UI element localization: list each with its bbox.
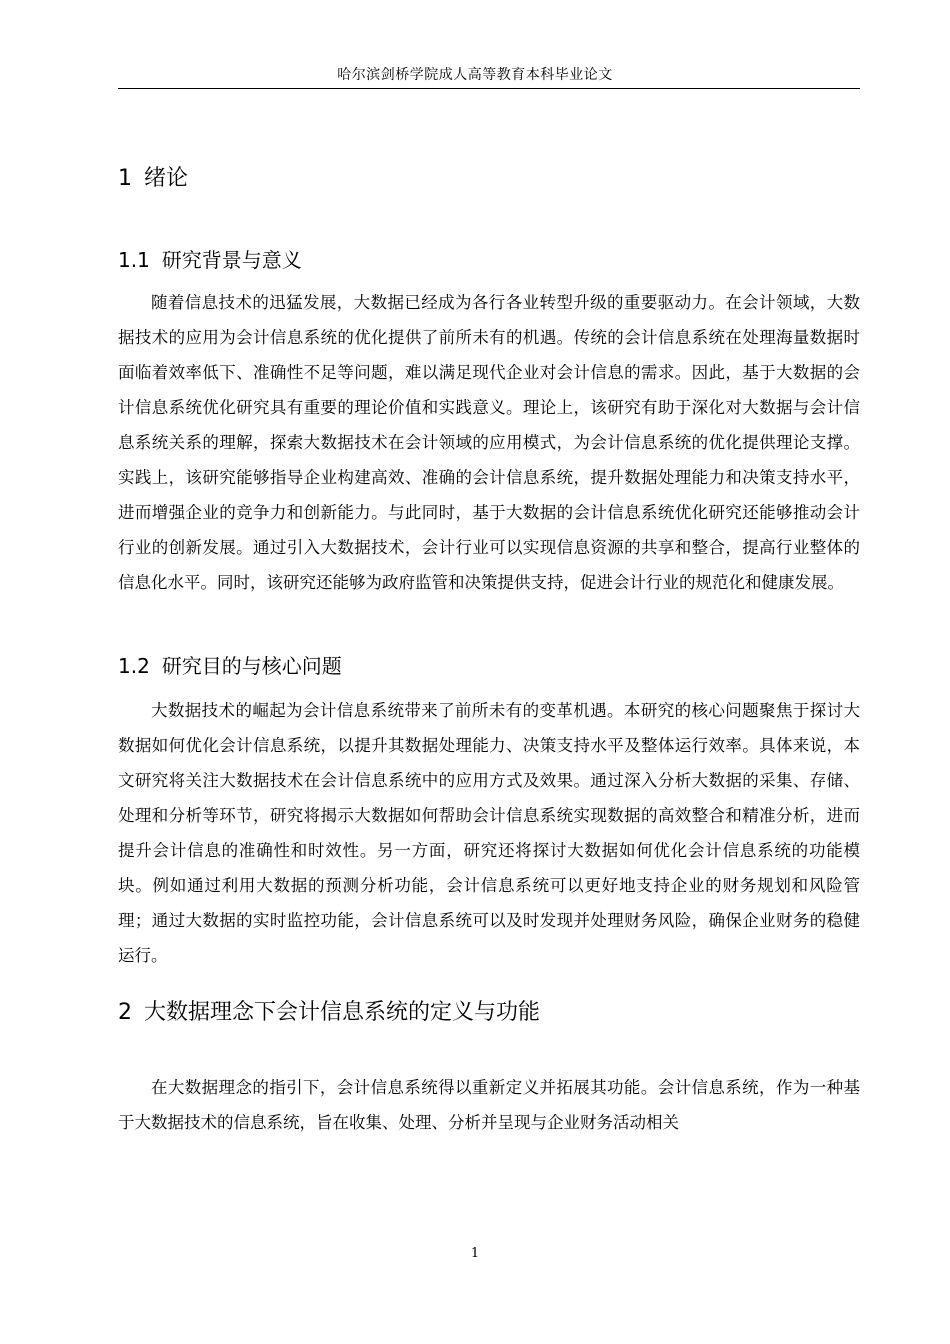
section-2-heading <box>118 998 540 1028</box>
section-1-2-heading <box>118 652 342 680</box>
section-1-1-number: 1.1 <box>118 248 150 272</box>
section-1-2-number: 1.2 <box>118 654 150 678</box>
section-1-2-title: 研究目的与核心问题 <box>161 654 342 678</box>
running-header: 哈尔滨剑桥学院成人高等教育本科毕业论文 <box>337 67 613 83</box>
header-rule <box>118 88 860 89</box>
section-2-paragraph: 在大数据理念的指引下，会计信息系统得以重新定义并拓展其功能。会计信息系统，作为一种基于大数据技术的信息系统，旨在收集、处理、分析并呈现与企业财务活动相关 <box>118 1078 860 1132</box>
section-1-heading <box>118 164 188 194</box>
section-2-number: 2 <box>118 1000 132 1025</box>
page-number: 1 <box>470 1246 480 1261</box>
section-1-1-title: 研究背景与意义 <box>161 248 302 272</box>
section-1-2-paragraph: 大数据技术的崛起为会计信息系统带来了前所未有的变革机遇。本研究的核心问题聚焦于探讨大数据如何优化会计信息系统，以提升其数据处理能力、决策支持水平及整体运行效率。具体来说，本文研究将关注大数据技术在会计信息系统中的应用方式及效果。通过深入分析大数据的采集、存储、处理和分析等环节，研究将揭示大数据如何帮助会计信息系统实现数据的高效整合和精准分析，进而提升会计信息的准确性和时效性。另一方面，研究还将探讨大数据如何优化会计信息系统的功能模块。例如通过利用大数据的预测分析功能，会计信息系统可以更好地支持企业的财务规划和风险管理；通过大数据的实时监控功能，会计信息系统可以及时发现并处理财务风险，确保企业财务的稳健运行。 <box>118 701 860 965</box>
section-1-1-paragraph: 随着信息技术的迅猛发展，大数据已经成为各行各业转型升级的重要驱动力。在会计领域，大数据技术的应用为会计信息系统的优化提供了前所未有的机遇。传统的会计信息系统在处理海量数据时面临着效率低下、准确性不足等问题，难以满足现代企业对会计信息的需求。因此，基于大数据的会计信息系统优化研究具有重要的理论价值和实践意义。理论上，该研究有助于深化对大数据与会计信息系统关系的理解，探索大数据技术在会计领域的应用模式，为会计信息系统的优化提供理论支撑。实践上，该研究能够指导企业构建高效、准确的会计信息系统，提升数据处理能力和决策支持水平，进而增强企业的竞争力和创新能力。与此同时，基于大数据的会计信息系统优化研究还能够推动会计行业的创新发展。通过引入大数据技术，会计行业可以实现信息资源的共享和整合，提高行业整体的信息化水平。同时，该研究还能够为政府监管和决策提供支持，促进会计行业的规范化和健康发展。 <box>118 293 860 592</box>
section-1-1-heading <box>118 246 302 274</box>
section-2-title: 大数据理念下会计信息系统的定义与功能 <box>144 1000 541 1025</box>
section-1-title: 绪论 <box>144 166 189 191</box>
section-1-number: 1 <box>118 166 132 191</box>
